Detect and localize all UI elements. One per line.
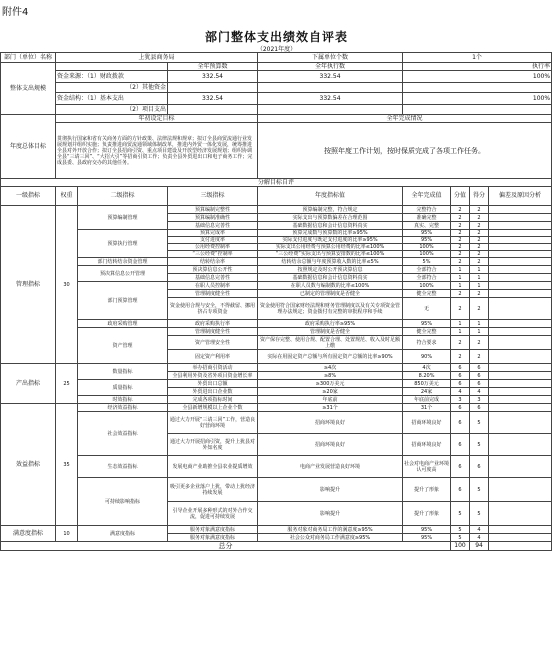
cell-target: 管理制度是否健全 <box>258 328 403 336</box>
cell-deviation <box>489 230 552 237</box>
indicator-row <box>1 328 552 336</box>
cell-actual: 8.20% <box>403 372 451 380</box>
col-full-year-exec: 全年执行数 <box>258 63 403 71</box>
cell-score: 2 <box>470 336 489 350</box>
cell-target: 影响提升 <box>258 502 403 526</box>
cell-score-max: 2 <box>451 258 470 266</box>
cell-actual: 95% <box>403 320 451 328</box>
cell-level3: 管理制度健全性 <box>168 328 258 336</box>
cell-actual: 全部符合 <box>403 266 451 274</box>
cell-target: 社会公众对商务局工作满意度≥95% <box>258 534 403 542</box>
cell-score-max: 6 <box>451 380 470 388</box>
cell-score-max: 1 <box>451 282 470 290</box>
cell-deviation <box>489 214 552 222</box>
cell-score-max: 2 <box>451 298 470 320</box>
budget-section-label: 整体支出规模 <box>1 63 56 115</box>
sub-count-value: 1个 <box>403 53 552 63</box>
cell-deviation <box>489 222 552 230</box>
indicator-row <box>1 404 552 412</box>
cell-score-max: 1 <box>451 320 470 328</box>
goals-done-text: 按照年度工作计划，按时保质完成了各项工作任务。 <box>258 123 552 179</box>
cell-level3: 资产管理安全性 <box>168 336 258 350</box>
cell-actual: 100% <box>403 244 451 251</box>
cell-score: 1 <box>470 320 489 328</box>
year-subtitle: （2021年度） <box>256 46 297 53</box>
cell-score: 6 <box>470 380 489 388</box>
cell-level3: 全县新增规模以上企业个数 <box>168 404 258 412</box>
cell-actual: 31个 <box>403 404 451 412</box>
cell-level3: 管理制度健全性 <box>168 290 258 298</box>
cell-target: 基础数据信息和会计信息资料真实 <box>258 274 403 282</box>
indicator-row <box>1 396 552 404</box>
goals-section-label: 年度总体目标 <box>1 115 56 179</box>
cell-weight: 25 <box>56 364 78 404</box>
col-header: 二级指标 <box>78 187 168 206</box>
cell-deviation <box>489 534 552 542</box>
cell-level2: 部门结转结余资金管理 <box>78 258 168 266</box>
cell-score: 6 <box>470 456 489 478</box>
cell-actual: 真实、完整 <box>403 222 451 230</box>
cell-score-max: 1 <box>451 266 470 274</box>
cell-score: 4 <box>470 388 489 396</box>
cell-level2: 预算编制管理 <box>78 206 168 230</box>
cell-target: 年底前 <box>258 396 403 404</box>
cell-level3: 服务对象满意度指标 <box>168 534 258 542</box>
cell-score: 6 <box>470 372 489 380</box>
cell-level2: 可持续影响指标 <box>78 478 168 526</box>
cell-level1: 产出指标 <box>1 364 56 404</box>
cell-actual: 招商环境良好 <box>403 412 451 434</box>
other-funds-label: （2）其他资金 <box>56 83 168 93</box>
total-score: 94 <box>470 542 489 551</box>
cell-actual: 准确完整 <box>403 214 451 222</box>
cell-score: 1 <box>470 266 489 274</box>
cell-actual: 无 <box>403 298 451 320</box>
cell-target: 预算编制完整，符合规定 <box>258 206 403 214</box>
cell-score-max: 5 <box>451 526 470 534</box>
cell-deviation <box>489 282 552 290</box>
page-title: 部门整体支出绩效自评表 <box>204 30 348 44</box>
cell-score-max: 6 <box>451 364 470 372</box>
cell-deviation <box>489 434 552 456</box>
cell-score-max: 6 <box>451 456 470 478</box>
cell-score: 5 <box>470 434 489 456</box>
cell-level3: 吸引更多企业落户上犹，带动上犹经济持续发展 <box>168 478 258 502</box>
cell-score: 5 <box>470 502 489 526</box>
cell-deviation <box>489 298 552 320</box>
cell-level3: 固定资产利用率 <box>168 350 258 364</box>
indicator-row <box>1 206 552 214</box>
cell-level3: 全县利用外资及省外项目资金增长率 <box>168 372 258 380</box>
cell-deviation <box>489 364 552 372</box>
cell-deviation <box>489 266 552 274</box>
use-exec: 332.54 <box>258 93 403 105</box>
cell-level2: 部门预算管理 <box>78 282 168 320</box>
cell-target: 招商环境良好 <box>258 434 403 456</box>
cell-target: 实际在用固定资产总额与所有固定资产总额的比率≥90% <box>258 350 403 364</box>
cell-deviation <box>489 274 552 282</box>
cell-actual: 850万美元 <box>403 380 451 388</box>
indicator-row <box>1 266 552 274</box>
cell-score-max: 2 <box>451 244 470 251</box>
cell-weight: 30 <box>56 206 78 364</box>
col-full-year-budget: 全年预算数 <box>168 63 258 71</box>
indicator-row <box>1 258 552 266</box>
cell-actual: 全部符合 <box>403 274 451 282</box>
use-rate: 100% <box>403 93 552 105</box>
cell-level3: 资金使用合规与安全，不得截留、挪用挤占专项资金 <box>168 298 258 320</box>
total-row <box>1 542 552 551</box>
cell-deviation <box>489 244 552 251</box>
cell-score-max: 2 <box>451 290 470 298</box>
cell-level2: 数量指标 <box>78 364 168 380</box>
source-exec: 332.54 <box>258 71 403 83</box>
cell-score: 4 <box>470 534 489 542</box>
cell-actual: 95% <box>403 237 451 244</box>
cell-score: 6 <box>470 364 489 372</box>
cell-score-max: 6 <box>451 412 470 434</box>
cell-score: 4 <box>470 526 489 534</box>
cell-level3: 公用经费控制率 <box>168 244 258 251</box>
cell-actual: 100% <box>403 251 451 258</box>
cell-level3: 预决算信息公开性 <box>168 266 258 274</box>
cell-deviation <box>489 336 552 350</box>
cell-level1: 满意度指标 <box>1 526 56 542</box>
cell-level3: 结转结余率 <box>168 258 258 266</box>
indicator-header-row <box>1 187 552 206</box>
cell-actual: 招商环境良好 <box>403 434 451 456</box>
cell-score-max: 5 <box>451 534 470 542</box>
cell-level3: 服务对象满意度指标 <box>168 526 258 534</box>
cell-actual: 4次 <box>403 364 451 372</box>
cell-target: ≥4次 <box>258 364 403 372</box>
cell-level3: 基础信息完善性 <box>168 222 258 230</box>
cell-target: 在职人员数与编制数的比率≤100% <box>258 282 403 290</box>
cell-deviation <box>489 320 552 328</box>
cell-actual: 健全完整 <box>403 290 451 298</box>
cell-weight: 35 <box>56 404 78 526</box>
cell-target: 招商环境良好 <box>258 412 403 434</box>
cell-actual: 90% <box>403 350 451 364</box>
cell-level3: 通过大力开展“三请三回”工作，营造良好营商环境 <box>168 412 258 434</box>
cell-actual: 5% <box>403 258 451 266</box>
unit-value: 上犹县商务局 <box>56 53 258 63</box>
cell-score-max: 2 <box>451 214 470 222</box>
cell-level3: 举办招商引资活动 <box>168 364 258 372</box>
cell-score-max: 6 <box>451 404 470 412</box>
cell-score: 5 <box>470 412 489 434</box>
cell-level2: 政府采购管理 <box>78 320 168 328</box>
cell-score-max: 6 <box>451 434 470 456</box>
col-header: 三级指标 <box>168 187 258 206</box>
cell-level3: 在职人员控制率 <box>168 282 258 290</box>
cell-level3: 预算完成率 <box>168 230 258 237</box>
indicator-row <box>1 364 552 372</box>
cell-score: 6 <box>470 404 489 412</box>
cell-actual: 95% <box>403 526 451 534</box>
indicator-row <box>1 456 552 478</box>
cell-deviation <box>489 478 552 502</box>
use-budget: 332.54 <box>168 93 258 105</box>
cell-score: 2 <box>470 350 489 364</box>
indicator-row <box>1 478 552 502</box>
cell-target: 实际支出与预算数偏差在合理范围 <box>258 214 403 222</box>
cell-actual: 提升了形象 <box>403 502 451 526</box>
cell-score: 2 <box>470 251 489 258</box>
cell-target: 按照规定及时公开预决算信息 <box>258 266 403 274</box>
cell-level3: 预算编制准确性 <box>168 214 258 222</box>
project-label: （2）项目支出 <box>56 105 168 115</box>
cell-deviation <box>489 396 552 404</box>
cell-level2: 经济效益指标 <box>78 404 168 412</box>
col-header: 偏差及原因分析 <box>489 187 552 206</box>
cell-score: 2 <box>470 290 489 298</box>
cell-deviation <box>489 258 552 266</box>
cell-score: 1 <box>470 274 489 282</box>
indicator-row <box>1 320 552 328</box>
col-header: 全年完成值 <box>403 187 451 206</box>
cell-deviation <box>489 388 552 396</box>
cell-score: 3 <box>470 396 489 404</box>
col-header: 一级指标 <box>1 187 56 206</box>
cell-target: 影响提升 <box>258 478 403 502</box>
cell-level2: 资产管理 <box>78 328 168 364</box>
cell-score: 5 <box>470 478 489 502</box>
cell-level1: 效益指标 <box>1 404 56 526</box>
source-label: 资金来源：（1）财政拨款 <box>56 71 168 83</box>
col-header: 年度指标值 <box>258 187 403 206</box>
indicator-row <box>1 230 552 237</box>
cell-target: ≥300万美元 <box>258 380 403 388</box>
cell-deviation <box>489 237 552 244</box>
cell-level3: 完成各项指标时间 <box>168 396 258 404</box>
col-exec-rate: 执行率 <box>403 63 552 71</box>
cell-actual: 完整符合 <box>403 206 451 214</box>
cell-deviation <box>489 372 552 380</box>
evaluation-table <box>0 52 552 551</box>
cell-deviation <box>489 380 552 388</box>
col-header: 得分 <box>470 187 489 206</box>
cell-target: ≥20家 <box>258 388 403 396</box>
cell-score-max: 2 <box>451 350 470 364</box>
cell-level2: 预决算信息公开管理 <box>78 266 168 282</box>
source-budget: 332.54 <box>168 71 258 83</box>
cell-target: “三公经费”实际支出与预算安排数的比率≤100% <box>258 251 403 258</box>
cell-deviation <box>489 456 552 478</box>
cell-target: ≥8% <box>258 372 403 380</box>
cell-score: 2 <box>470 244 489 251</box>
cell-level2: 质量指标 <box>78 380 168 396</box>
cell-score: 2 <box>470 230 489 237</box>
indicators-title: 分解目标自评 <box>1 179 552 187</box>
indicator-row <box>1 412 552 434</box>
cell-level3: 政府采购执行率 <box>168 320 258 328</box>
cell-target: 实际支出公用经费与预算公用经费的比率≤100% <box>258 244 403 251</box>
cell-score-max: 2 <box>451 222 470 230</box>
cell-actual: 95% <box>403 534 451 542</box>
cell-score: 2 <box>470 214 489 222</box>
cell-score-max: 6 <box>451 372 470 380</box>
cell-score-max: 2 <box>451 237 470 244</box>
cell-score-max: 4 <box>451 388 470 396</box>
cell-level3: 基础信息完善性 <box>168 274 258 282</box>
total-weight: 100 <box>451 542 470 551</box>
sub-count-label: 下属单位个数 <box>258 53 403 63</box>
cell-level2: 时效指标 <box>78 396 168 404</box>
cell-target: 服务对象对商务局工作的满意度≥95% <box>258 526 403 534</box>
cell-target: ≥31个 <box>258 404 403 412</box>
indicator-row <box>1 282 552 290</box>
cell-target: 资金使用符合国家财经法规和财务管理制度以及有关专项资金管理办法规定；资金拨付有完整的审批程序和手续 <box>258 298 403 320</box>
indicator-row <box>1 526 552 534</box>
cell-target: 预算完成数与预算数的比率≥95% <box>258 230 403 237</box>
cell-weight: 10 <box>56 526 78 542</box>
cell-score-max: 2 <box>451 206 470 214</box>
cell-level3: 通过大力开展招商引资，提升上犹县对外知名度 <box>168 434 258 456</box>
cell-deviation <box>489 328 552 336</box>
cell-score: 1 <box>470 328 489 336</box>
cell-score-max: 1 <box>451 274 470 282</box>
attachment-label: 附件4 <box>2 7 29 18</box>
cell-score-max: 6 <box>451 478 470 502</box>
cell-score-max: 2 <box>451 336 470 350</box>
cell-target: 结转结余总额与年度预算收入数的比率≤5% <box>258 258 403 266</box>
cell-level2: 生态效益指标 <box>78 456 168 478</box>
cell-level2: 预算执行管理 <box>78 230 168 258</box>
cell-deviation <box>489 251 552 258</box>
cell-deviation <box>489 526 552 534</box>
cell-target: 电商产业发展营造良好环境 <box>258 456 403 478</box>
goals-set-header: 年初设定目标 <box>56 115 258 123</box>
cell-actual: 95% <box>403 230 451 237</box>
cell-level2: 社会效益指标 <box>78 412 168 456</box>
col-header: 权重 <box>56 187 78 206</box>
cell-level3: 引导企业开展多种形式的对外合作交流，促进可持续发展 <box>168 502 258 526</box>
cell-deviation <box>489 350 552 364</box>
cell-target: 基础数据信息和会计信息资料真实 <box>258 222 403 230</box>
cell-score: 2 <box>470 237 489 244</box>
cell-level3: “三公经费”控制率 <box>168 251 258 258</box>
cell-actual: 社会对电商产业环境认可度高 <box>403 456 451 478</box>
unit-label: 部门（单位）名称 <box>1 53 56 63</box>
cell-level3: 预算编制完整性 <box>168 206 258 214</box>
goals-set-text: 贯彻执行国家和省有关商务方面的方针政策、法律法规和规章；拟订全县商贸流通行业发展规划并组织实施；负责推进商贸流通领域体制改革，推进内外贸一体化发展，统筹推进全县对外开放合作；拟订全县招商引资、重点项目建设及开放型经济发展规划；组织协调全县“三请三回”、“大招大引”等招商引资工作；负责全县外贸进出口和电子商务工作；完成县委、县政府交办的其他任务。 <box>56 123 258 179</box>
cell-score: 2 <box>470 222 489 230</box>
cell-level3: 支付进度率 <box>168 237 258 244</box>
cell-score: 2 <box>470 206 489 214</box>
cell-score-max: 2 <box>451 251 470 258</box>
cell-score: 2 <box>470 298 489 320</box>
cell-actual: 健全完整 <box>403 328 451 336</box>
total-label: 总分 <box>1 542 451 551</box>
cell-score-max: 3 <box>451 396 470 404</box>
cell-target: 政府采购执行率≥95% <box>258 320 403 328</box>
cell-level3: 外贸进出口企业数 <box>168 388 258 396</box>
cell-deviation <box>489 404 552 412</box>
cell-score-max: 2 <box>451 230 470 237</box>
cell-score-max: 1 <box>451 328 470 336</box>
cell-level3: 发展电商产业助推全县农业提质增效 <box>168 456 258 478</box>
col-header: 分值 <box>451 187 470 206</box>
cell-level2: 满意度指标 <box>78 526 168 542</box>
cell-target: 已制定的管理制度是否健全 <box>258 290 403 298</box>
cell-target: 实际支付进度与既定支付进度的比率≥95% <box>258 237 403 244</box>
cell-actual: 100% <box>403 282 451 290</box>
cell-level3: 外贸出口总额 <box>168 380 258 388</box>
cell-actual: 提升了形象 <box>403 478 451 502</box>
cell-target: 资产保存完整、使用合规、配置合理、处置规范、收入及时足额上缴 <box>258 336 403 350</box>
goals-done-header: 全年完成情况 <box>258 115 552 123</box>
cell-score: 1 <box>470 282 489 290</box>
cell-actual: 符合要求 <box>403 336 451 350</box>
cell-deviation <box>489 502 552 526</box>
cell-deviation <box>489 290 552 298</box>
source-rate: 100% <box>403 71 552 83</box>
cell-actual: 24家 <box>403 388 451 396</box>
cell-score: 2 <box>470 258 489 266</box>
indicator-row <box>1 380 552 388</box>
use-label: 资金结构：（1）基本支出 <box>56 93 168 105</box>
cell-deviation <box>489 412 552 434</box>
cell-deviation <box>489 206 552 214</box>
cell-level1: 管理指标 <box>1 206 56 364</box>
cell-score-max: 5 <box>451 502 470 526</box>
cell-actual: 年底前完成 <box>403 396 451 404</box>
